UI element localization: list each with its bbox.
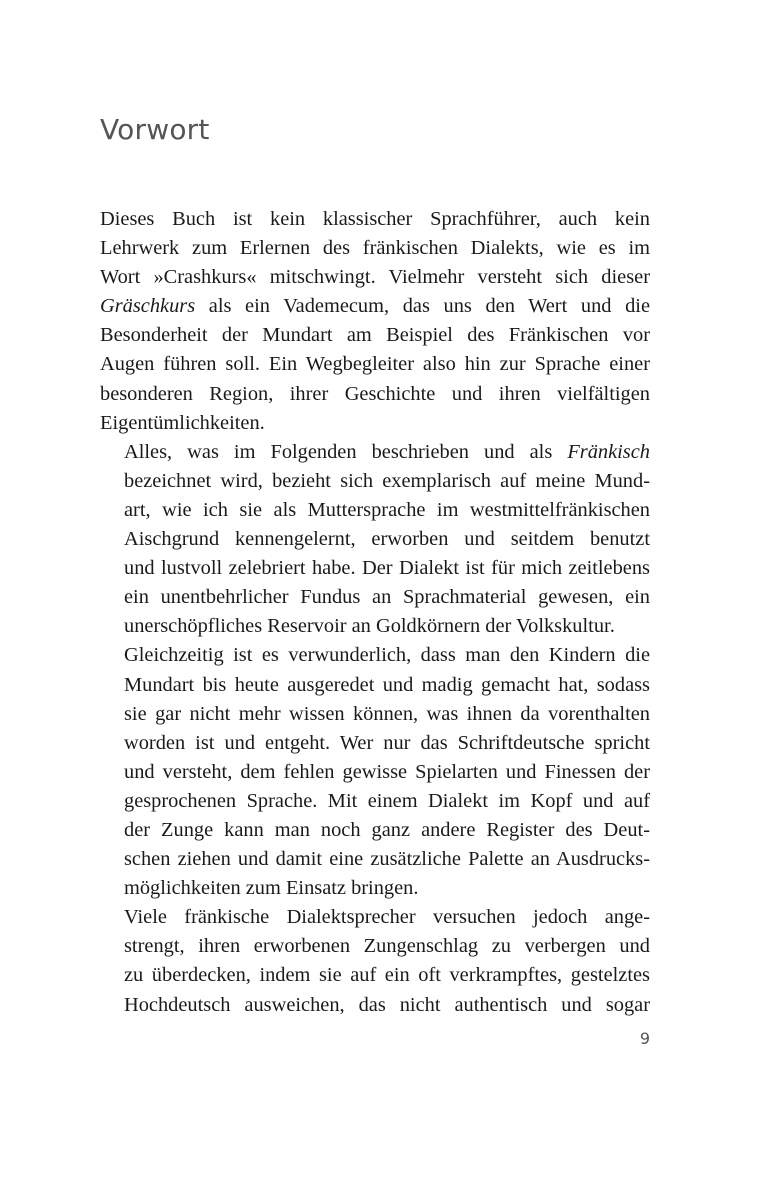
italic-term: Gräschkurs bbox=[100, 295, 196, 318]
text-line bbox=[100, 700, 650, 729]
text-segment: ein unentbehrlicher Fundus an Sprachmaterial gewesen, ein bbox=[124, 586, 650, 609]
text-segment: gesprochenen Sprache. Mit einem Dialekt im Kopf und auf bbox=[124, 789, 650, 812]
text-segment: und versteht, dem fehlen gewisse Spielarten und Finessen der bbox=[124, 760, 650, 783]
text-segment: Gleichzeitig ist es verwunderlich, dass man den Kindern die bbox=[124, 644, 650, 667]
text-segment: Eigentümlichkeiten. bbox=[100, 411, 265, 434]
text-segment: und lustvoll zelebriert habe. Der Dialekt ist für mich zeitlebens bbox=[124, 557, 650, 580]
text-segment: Mundart bis heute ausgeredet und madig gemacht hat, sodass bbox=[124, 673, 650, 696]
text-line bbox=[100, 292, 650, 321]
text-segment: Lehrwerk zum Erlernen des fränkischen Dialekts, wie es im bbox=[100, 237, 650, 260]
text-line bbox=[100, 467, 650, 496]
paragraph bbox=[100, 205, 650, 438]
text-line bbox=[100, 641, 650, 670]
text-segment: schen ziehen und damit eine zusätzliche Palette an Ausdrucks- bbox=[124, 848, 650, 871]
text-line bbox=[100, 932, 650, 961]
page-number: 9 bbox=[639, 1029, 650, 1048]
text-segment: Augen führen soll. Ein Wegbegleiter also hin zur Sprache einer bbox=[100, 353, 650, 376]
text-segment: Viele fränkische Dialektsprecher versuchen jedoch ange- bbox=[124, 906, 650, 929]
italic-term: Fränkisch bbox=[567, 440, 650, 463]
text-segment: möglichkeiten zum Einsatz bringen. bbox=[124, 877, 419, 900]
text-line bbox=[100, 380, 650, 409]
text-segment: als ein Vademecum, das uns den Wert und die bbox=[195, 295, 650, 318]
text-line bbox=[100, 205, 650, 234]
text-line bbox=[100, 903, 650, 932]
paragraph bbox=[100, 438, 650, 642]
text-line bbox=[100, 263, 650, 292]
text-line bbox=[100, 438, 650, 467]
text-line bbox=[100, 583, 650, 612]
text-segment: Besonderheit der Mundart am Beispiel des Fränkischen vor bbox=[100, 324, 650, 347]
text-line bbox=[100, 554, 650, 583]
text-segment: Wort »Crashkurs« mitschwingt. Vielmehr versteht sich dieser bbox=[100, 266, 650, 289]
chapter-title: Vorwort bbox=[100, 113, 210, 146]
text-segment: Hochdeutsch ausweichen, das nicht authentisch und sogar bbox=[124, 993, 650, 1016]
text-line bbox=[100, 816, 650, 845]
text-line bbox=[100, 787, 650, 816]
paragraph bbox=[100, 641, 650, 903]
text-line bbox=[100, 321, 650, 350]
text-line bbox=[100, 758, 650, 787]
text-line bbox=[100, 525, 650, 554]
text-segment: art, wie ich sie als Muttersprache im westmittelfränkischen bbox=[124, 498, 650, 521]
text-line bbox=[100, 234, 650, 263]
text-segment: besonderen Region, ihrer Geschichte und ihren vielfältigen bbox=[100, 382, 650, 405]
paragraph bbox=[100, 903, 650, 1019]
text-segment: strengt, ihren erworbenen Zungenschlag zu verbergen und bbox=[124, 935, 650, 958]
text-segment: Alles, was im Folgenden beschrieben und als bbox=[124, 440, 568, 463]
text-line bbox=[100, 612, 650, 641]
text-segment: sie gar nicht mehr wissen können, was ihnen da vorenthalten bbox=[124, 702, 650, 725]
text-line bbox=[100, 496, 650, 525]
body-text bbox=[100, 205, 650, 1020]
text-line bbox=[100, 671, 650, 700]
text-segment: zu überdecken, indem sie auf ein oft verkrampftes, gestelztes bbox=[124, 964, 650, 987]
text-segment: Aischgrund kennengelernt, erworben und seitdem benutzt bbox=[124, 528, 650, 551]
text-segment: Dieses Buch ist kein klassischer Sprachführer, auch kein bbox=[100, 208, 650, 230]
text-segment: der Zunge kann man noch ganz andere Register des Deut- bbox=[124, 818, 650, 841]
text-segment: unerschöpfliches Reservoir an Goldkörnern der Volkskultur. bbox=[124, 615, 615, 638]
text-line bbox=[100, 350, 650, 379]
text-line bbox=[100, 409, 650, 438]
text-line bbox=[100, 991, 650, 1020]
text-segment: worden ist und entgeht. Wer nur das Schriftdeutsche spricht bbox=[124, 731, 650, 754]
text-line bbox=[100, 961, 650, 990]
text-line bbox=[100, 874, 650, 903]
text-line bbox=[100, 845, 650, 874]
text-segment: bezeichnet wird, bezieht sich exemplarisch auf meine Mund- bbox=[124, 469, 650, 492]
text-line bbox=[100, 729, 650, 758]
